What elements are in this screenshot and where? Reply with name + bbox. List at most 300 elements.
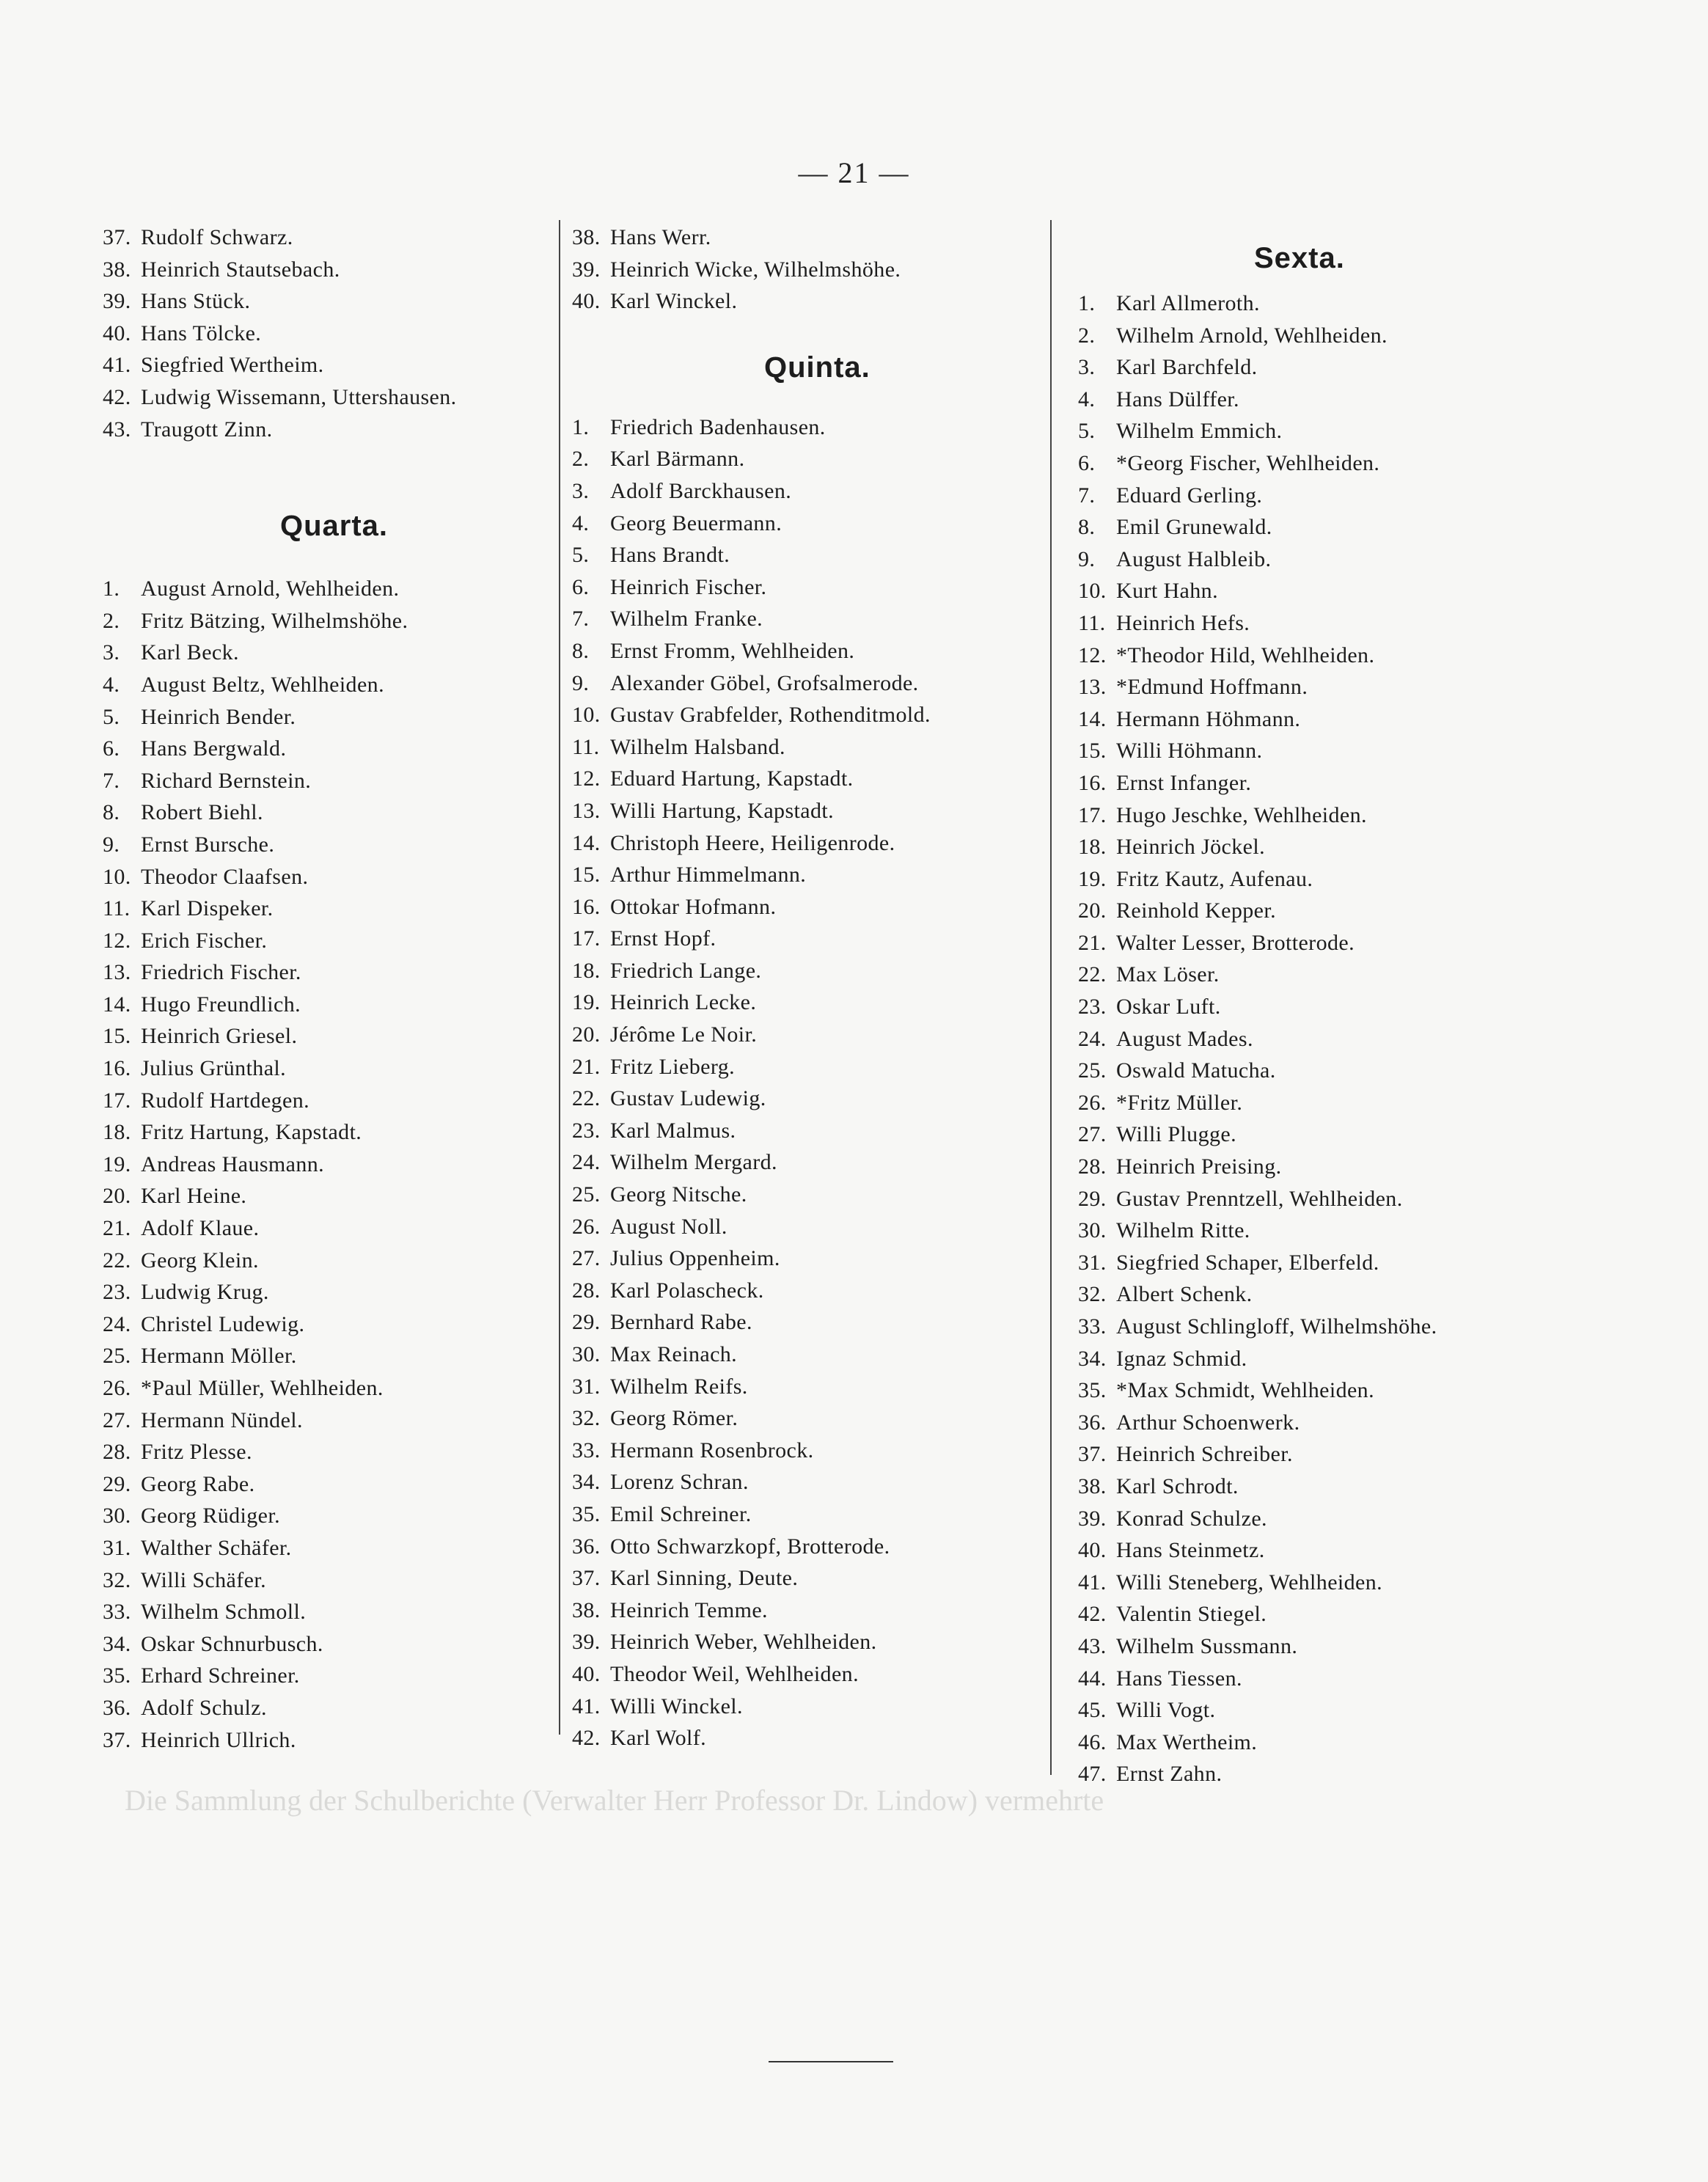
list-item	[1078, 1247, 1635, 1279]
list-item	[572, 411, 1041, 444]
item-number: 20.	[1078, 898, 1107, 923]
list-item	[572, 1242, 1041, 1275]
student-name: Gustav Grabfelder, Rothenditmold.	[610, 703, 931, 728]
list-item	[572, 475, 1041, 508]
student-name: Arthur Schoenwerk.	[1116, 1410, 1300, 1435]
list-item	[572, 986, 1041, 1019]
student-name: August Schlingloff, Wilhelmshöhe.	[1116, 1314, 1437, 1339]
list-item	[103, 605, 550, 637]
student-name: Georg Beuermann.	[610, 510, 782, 535]
list-item	[1078, 1215, 1635, 1247]
student-name: Kurt Hahn.	[1116, 579, 1218, 604]
list-item	[572, 1115, 1041, 1147]
list-item	[572, 635, 1041, 667]
student-name: Hans Werr.	[610, 225, 711, 249]
list-item	[103, 1180, 550, 1212]
student-name: Heinrich Jöckel.	[1116, 835, 1265, 860]
list-item	[1078, 543, 1635, 576]
item-number: 1.	[572, 414, 590, 439]
item-number: 36.	[103, 1695, 131, 1720]
list-item	[103, 1085, 550, 1117]
item-number: 2.	[572, 447, 590, 472]
list-item	[103, 956, 550, 989]
item-number: 34.	[1078, 1346, 1107, 1371]
student-name: Wilhelm Emmich.	[1116, 419, 1283, 444]
list-item	[572, 859, 1041, 891]
list-item	[572, 1626, 1041, 1658]
item-number: 8.	[103, 800, 120, 825]
item-number: 31.	[103, 1535, 131, 1560]
list-item	[572, 795, 1041, 827]
item-number: 2.	[1078, 323, 1096, 348]
item-number: 17.	[572, 926, 601, 951]
item-number: 28.	[103, 1440, 131, 1465]
list-item	[1078, 1119, 1635, 1151]
item-number: 25.	[572, 1182, 601, 1207]
student-name: Rudolf Schwarz.	[141, 225, 293, 249]
item-number: 3.	[572, 478, 590, 503]
list-item	[1078, 1087, 1635, 1119]
student-name: *Georg Fischer, Wehlheiden.	[1116, 450, 1380, 475]
student-name: Gustav Ludewig.	[610, 1086, 766, 1111]
student-name: Rudolf Hartdegen.	[141, 1088, 310, 1113]
item-number: 10.	[572, 703, 601, 728]
student-name: Ludwig Wissemann, Uttershausen.	[141, 384, 457, 409]
list-item	[103, 318, 550, 350]
list-item	[103, 1500, 550, 1532]
student-name: Max Wertheim.	[1116, 1729, 1258, 1754]
list-item	[103, 1692, 550, 1724]
item-number: 10.	[103, 864, 131, 889]
list-item	[1078, 384, 1635, 416]
item-number: 24.	[1078, 1026, 1107, 1051]
student-name: Karl Allmeroth.	[1116, 291, 1260, 315]
list-item	[1078, 607, 1635, 640]
item-number: 21.	[572, 1054, 601, 1079]
item-number: 13.	[1078, 675, 1107, 700]
item-number: 33.	[572, 1438, 601, 1462]
list-item	[572, 1275, 1041, 1307]
list-item	[103, 669, 550, 701]
item-number: 22.	[572, 1086, 601, 1111]
list-item	[103, 701, 550, 733]
list-item	[103, 349, 550, 381]
item-number: 37.	[1078, 1442, 1107, 1467]
item-number: 9.	[103, 832, 120, 857]
list-item	[572, 1211, 1041, 1243]
item-number: 25.	[1078, 1058, 1107, 1083]
list-item	[572, 508, 1041, 540]
list-item	[1078, 415, 1635, 447]
list-item	[1078, 703, 1635, 736]
student-name: Hans Steinmetz.	[1116, 1538, 1265, 1563]
item-number: 13.	[103, 960, 131, 985]
item-number: 32.	[572, 1406, 601, 1431]
list-item	[1078, 735, 1635, 767]
item-number: 12.	[572, 766, 601, 791]
student-name: Walter Lesser, Brotterode.	[1116, 930, 1355, 955]
list-item	[1078, 1407, 1635, 1439]
list-item	[103, 1116, 550, 1149]
student-name: Karl Heine.	[141, 1184, 247, 1209]
student-name: Willi Vogt.	[1116, 1698, 1216, 1723]
list-item	[1078, 447, 1635, 480]
item-number: 18.	[103, 1120, 131, 1145]
item-number: 28.	[572, 1278, 601, 1303]
item-number: 12.	[1078, 642, 1107, 667]
item-number: 19.	[572, 990, 601, 1015]
item-number: 11.	[1078, 610, 1106, 635]
student-name: Ernst Bursche.	[141, 832, 275, 857]
list-item	[572, 1339, 1041, 1371]
item-number: 14.	[572, 830, 601, 855]
student-name: Fritz Kautz, Aufenau.	[1116, 866, 1313, 891]
list-item	[103, 573, 550, 605]
list-item	[103, 1340, 550, 1372]
list-item	[572, 1531, 1041, 1563]
item-number: 6.	[572, 574, 590, 599]
student-name: Christel Ludewig.	[141, 1311, 305, 1336]
student-name: Emil Schreiner.	[610, 1501, 752, 1526]
item-number: 39.	[103, 289, 131, 314]
student-name: August Mades.	[1116, 1026, 1253, 1051]
student-name: Heinrich Fischer.	[610, 574, 767, 599]
list-item	[572, 539, 1041, 571]
student-name: Friedrich Fischer.	[141, 960, 301, 985]
column-divider-right	[1050, 220, 1052, 1775]
student-name: Ernst Fromm, Wehlheiden.	[610, 638, 855, 663]
list-item	[572, 571, 1041, 604]
student-name: Gustav Prenntzell, Wehlheiden.	[1116, 1186, 1403, 1211]
student-name: Karl Dispeker.	[141, 896, 274, 921]
student-name: *Paul Müller, Wehlheiden.	[141, 1376, 384, 1400]
student-name: Friedrich Lange.	[610, 958, 762, 983]
student-name: Karl Sinning, Deute.	[610, 1566, 799, 1591]
list-item	[103, 1245, 550, 1277]
item-number: 1.	[1078, 291, 1096, 315]
list-item	[103, 381, 550, 414]
section-heading-quinta: Quinta.	[764, 351, 871, 384]
list-item	[572, 923, 1041, 955]
student-name: Oswald Matucha.	[1116, 1058, 1276, 1083]
list-item	[1078, 1534, 1635, 1567]
item-number: 23.	[103, 1280, 131, 1305]
item-number: 29.	[103, 1471, 131, 1496]
list-item	[572, 1595, 1041, 1627]
student-name: Siegfried Wertheim.	[141, 353, 324, 378]
list-item	[572, 1498, 1041, 1531]
student-name: Reinhold Kepper.	[1116, 898, 1277, 923]
student-name: Julius Oppenheim.	[610, 1246, 780, 1271]
student-name: Heinrich Griesel.	[141, 1024, 298, 1049]
list-item	[572, 1179, 1041, 1211]
quarta-list	[103, 573, 550, 1756]
item-number: 38.	[572, 1597, 601, 1622]
student-name: Hans Brandt.	[610, 543, 730, 568]
student-name: Adolf Klaue.	[141, 1216, 260, 1241]
student-name: Wilhelm Mergard.	[610, 1150, 777, 1175]
student-name: Heinrich Temme.	[610, 1597, 768, 1622]
item-number: 14.	[103, 992, 131, 1017]
item-number: 34.	[103, 1631, 131, 1656]
list-item	[103, 989, 550, 1021]
list-item	[103, 1532, 550, 1564]
item-number: 21.	[103, 1216, 131, 1241]
item-number: 43.	[103, 417, 131, 442]
list-item	[572, 603, 1041, 635]
student-name: Georg Rabe.	[141, 1471, 255, 1496]
list-item	[1078, 1343, 1635, 1375]
item-number: 14.	[1078, 706, 1107, 731]
list-item	[103, 1149, 550, 1181]
list-item	[103, 1308, 550, 1341]
student-name: Georg Nitsche.	[610, 1182, 747, 1207]
list-item	[572, 1306, 1041, 1339]
list-item	[572, 1051, 1041, 1083]
item-number: 27.	[572, 1246, 601, 1271]
student-name: Valentin Stiegel.	[1116, 1602, 1267, 1627]
item-number: 35.	[572, 1501, 601, 1526]
item-number: 27.	[1078, 1122, 1107, 1147]
student-name: Eduard Hartung, Kapstadt.	[610, 766, 854, 791]
list-item	[103, 222, 550, 254]
student-name: Wilhelm Arnold, Wehlheiden.	[1116, 323, 1388, 348]
list-item	[572, 955, 1041, 987]
student-name: Karl Winckel.	[610, 289, 738, 314]
middle-column	[572, 222, 1041, 1754]
item-number: 24.	[572, 1150, 601, 1175]
list-item	[103, 1372, 550, 1405]
list-item	[1078, 1663, 1635, 1695]
item-number: 47.	[1078, 1762, 1107, 1787]
list-item	[1078, 1630, 1635, 1663]
student-name: Karl Polascheck.	[610, 1278, 764, 1303]
list-item	[1078, 1374, 1635, 1407]
item-number: 41.	[572, 1694, 601, 1718]
item-number: 30.	[103, 1504, 131, 1529]
student-name: Max Löser.	[1116, 962, 1220, 987]
list-item	[572, 1019, 1041, 1051]
item-number: 5.	[572, 543, 590, 568]
student-name: Fritz Bätzing, Wilhelmshöhe.	[141, 608, 408, 633]
list-item	[1078, 767, 1635, 799]
list-item	[103, 1020, 550, 1052]
item-number: 17.	[103, 1088, 131, 1113]
list-item	[1078, 640, 1635, 672]
list-item	[1078, 1278, 1635, 1311]
item-number: 3.	[103, 640, 120, 665]
item-number: 40.	[1078, 1538, 1107, 1563]
list-item	[1078, 959, 1635, 991]
student-name: Hugo Freundlich.	[141, 992, 301, 1017]
student-name: Ernst Hopf.	[610, 926, 716, 951]
list-item	[572, 667, 1041, 700]
student-name: Willi Höhmann.	[1116, 739, 1263, 764]
list-item	[1078, 831, 1635, 863]
list-item	[103, 893, 550, 925]
left-column	[103, 222, 550, 1756]
list-item	[1078, 1471, 1635, 1503]
item-number: 32.	[1078, 1282, 1107, 1307]
student-name: Hugo Jeschke, Wehlheiden.	[1116, 802, 1367, 827]
student-name: Traugott Zinn.	[141, 417, 273, 442]
list-item	[103, 1212, 550, 1245]
student-name: Heinrich Stautsebach.	[141, 257, 340, 282]
page-number: — 21 —	[798, 156, 910, 189]
list-item	[1078, 1598, 1635, 1630]
item-number: 23.	[1078, 995, 1107, 1019]
student-name: Robert Biehl.	[141, 800, 263, 825]
item-number: 16.	[103, 1056, 131, 1081]
list-item	[1078, 351, 1635, 384]
student-name: Albert Schenk.	[1116, 1282, 1253, 1307]
student-name: Willi Plugge.	[1116, 1122, 1236, 1147]
item-number: 31.	[572, 1374, 601, 1399]
list-item	[103, 1276, 550, 1308]
list-item	[1078, 1023, 1635, 1055]
footer-rule	[769, 2061, 893, 2062]
item-number: 29.	[572, 1310, 601, 1335]
list-item	[572, 1466, 1041, 1498]
item-number: 36.	[572, 1534, 601, 1559]
student-name: Hans Stück.	[141, 289, 251, 314]
item-number: 26.	[103, 1376, 131, 1400]
student-name: Richard Bernstein.	[141, 768, 312, 793]
list-item	[572, 285, 1041, 318]
item-number: 38.	[103, 257, 131, 282]
item-number: 2.	[103, 608, 120, 633]
student-name: Lorenz Schran.	[610, 1470, 749, 1495]
student-name: August Beltz, Wehlheiden.	[141, 672, 384, 697]
item-number: 43.	[1078, 1633, 1107, 1658]
item-number: 4.	[103, 672, 120, 697]
student-name: Georg Römer.	[610, 1406, 738, 1431]
list-item	[103, 1596, 550, 1628]
list-item	[572, 1146, 1041, 1179]
item-number: 16.	[1078, 770, 1107, 795]
student-name: Willi Steneberg, Wehlheiden.	[1116, 1570, 1383, 1595]
item-number: 30.	[1078, 1218, 1107, 1243]
item-number: 15.	[1078, 739, 1107, 764]
item-number: 7.	[1078, 483, 1096, 508]
list-item	[1078, 799, 1635, 832]
student-name: Wilhelm Ritte.	[1116, 1218, 1250, 1243]
student-name: Ernst Infanger.	[1116, 770, 1252, 795]
list-item	[1078, 480, 1635, 512]
student-name: Oskar Schnurbusch.	[141, 1631, 323, 1656]
student-name: Bernhard Rabe.	[610, 1310, 752, 1335]
list-item	[572, 827, 1041, 860]
student-name: Karl Barchfeld.	[1116, 355, 1258, 380]
item-number: 42.	[1078, 1602, 1107, 1627]
student-name: Otto Schwarzkopf, Brotterode.	[610, 1534, 890, 1559]
student-name: Heinrich Bender.	[141, 704, 296, 729]
list-item	[103, 1628, 550, 1661]
student-name: *Max Schmidt, Wehlheiden.	[1116, 1378, 1374, 1403]
list-item	[1078, 991, 1635, 1023]
list-item	[572, 1402, 1041, 1435]
student-name: Heinrich Preising.	[1116, 1154, 1282, 1179]
student-name: Konrad Schulze.	[1116, 1506, 1267, 1531]
student-name: Hans Dülffer.	[1116, 387, 1239, 411]
list-item	[103, 1405, 550, 1437]
student-name: Andreas Hausmann.	[141, 1152, 325, 1176]
item-number: 44.	[1078, 1666, 1107, 1691]
student-name: Georg Klein.	[141, 1248, 259, 1273]
item-number: 39.	[572, 257, 601, 282]
item-number: 40.	[572, 289, 601, 314]
student-name: Heinrich Hefs.	[1116, 610, 1250, 635]
item-number: 36.	[1078, 1410, 1107, 1435]
item-number: 15.	[572, 863, 601, 887]
list-item	[1078, 575, 1635, 607]
list-item	[1078, 1503, 1635, 1535]
list-item	[1078, 1151, 1635, 1183]
continued-list	[103, 222, 550, 445]
student-name: Hermann Höhmann.	[1116, 706, 1301, 731]
student-name: Wilhelm Schmoll.	[141, 1600, 307, 1625]
list-item	[1078, 1183, 1635, 1215]
item-number: 40.	[103, 321, 131, 345]
student-name: Siegfried Schaper, Elberfeld.	[1116, 1250, 1379, 1275]
list-item	[572, 254, 1041, 286]
student-name: Wilhelm Halsband.	[610, 734, 785, 759]
list-item	[572, 763, 1041, 795]
item-number: 10.	[1078, 579, 1107, 604]
student-name: Oskar Luft.	[1116, 995, 1221, 1019]
student-name: Erich Fischer.	[141, 928, 268, 953]
list-item	[572, 222, 1041, 254]
item-number: 1.	[103, 576, 120, 601]
student-name: Ludwig Krug.	[141, 1280, 269, 1305]
item-number: 39.	[1078, 1506, 1107, 1531]
student-name: Karl Malmus.	[610, 1118, 736, 1143]
list-item	[103, 1724, 550, 1757]
item-number: 28.	[1078, 1154, 1107, 1179]
item-number: 29.	[1078, 1186, 1107, 1211]
list-item	[103, 1468, 550, 1501]
student-name: Heinrich Weber, Wehlheiden.	[610, 1630, 877, 1655]
item-number: 45.	[1078, 1698, 1107, 1723]
list-item	[1078, 1438, 1635, 1471]
list-item	[103, 829, 550, 861]
item-number: 34.	[572, 1470, 601, 1495]
item-number: 5.	[103, 704, 120, 729]
student-name: Christoph Heere, Heiligenrode.	[610, 830, 895, 855]
item-number: 9.	[1078, 546, 1096, 571]
list-item	[103, 1564, 550, 1597]
student-name: Wilhelm Sussmann.	[1116, 1633, 1298, 1658]
item-number: 5.	[1078, 419, 1096, 444]
bleed-through-text: Die Sammlung der Schulberichte (Verwalter Herr Professor Dr. Lindow) vermehrte	[125, 1784, 1104, 1817]
item-number: 30.	[572, 1342, 601, 1366]
list-item	[1078, 927, 1635, 959]
student-name: Karl Bärmann.	[610, 447, 745, 472]
student-name: Hans Tölcke.	[141, 321, 262, 345]
item-number: 3.	[1078, 355, 1096, 380]
list-item	[1078, 895, 1635, 927]
quinta-list	[572, 411, 1041, 1754]
student-name: Wilhelm Franke.	[610, 607, 763, 631]
student-name: Adolf Schulz.	[141, 1695, 267, 1720]
item-number: 17.	[1078, 802, 1107, 827]
item-number: 19.	[1078, 866, 1107, 891]
student-name: Erhard Schreiner.	[141, 1663, 300, 1688]
list-item	[1078, 1727, 1635, 1759]
item-number: 13.	[572, 798, 601, 823]
list-item	[1078, 320, 1635, 352]
item-number: 33.	[103, 1600, 131, 1625]
